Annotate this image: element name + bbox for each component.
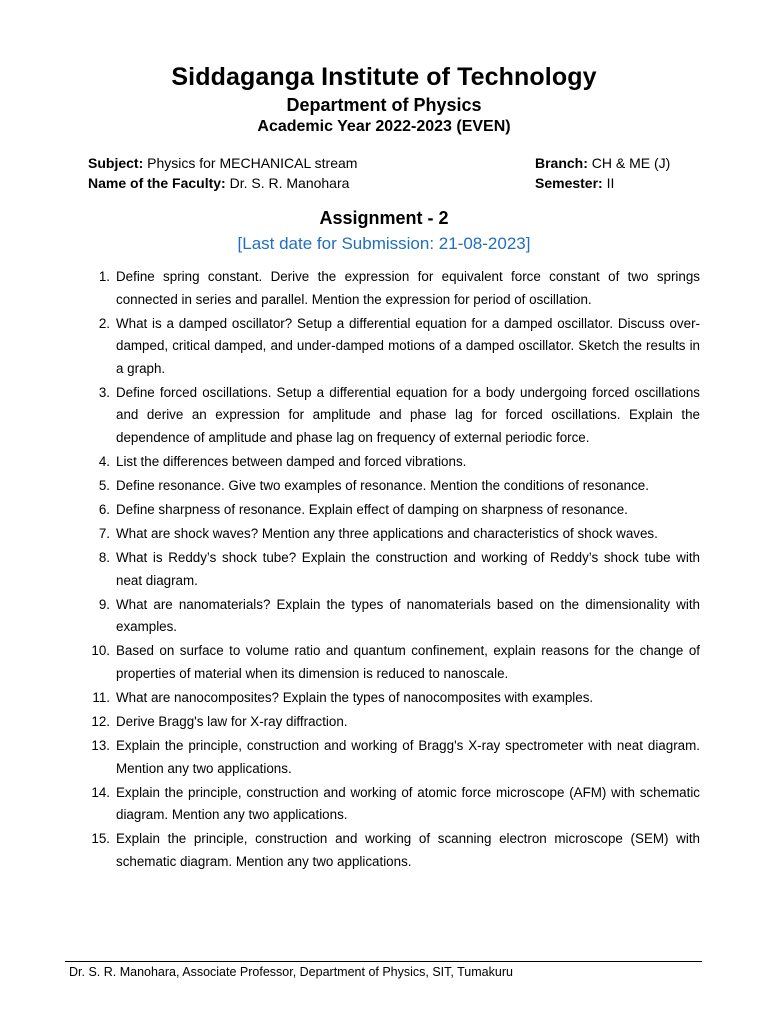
question-text: List the differences between damped and forced vibrations.	[116, 453, 467, 469]
question-number: 12.	[91, 714, 110, 730]
question-text: What are shock waves? Mention any three applications and characteristics of shock waves.	[116, 526, 658, 542]
question-item	[80, 640, 700, 685]
department-title: Department of Physics	[286, 95, 482, 115]
question-text: What are nanocomposites? Explain the types of nanocomposites with examples.	[116, 689, 594, 705]
question-text: Derive Bragg's law for X-ray diffraction.	[116, 714, 348, 730]
question-item	[80, 711, 700, 734]
question-list	[80, 266, 700, 875]
question-text: What is Reddy’s shock tube? Explain the construction and working of Reddy’s shock tube with neat diagram.	[116, 550, 700, 588]
question-text: Define sharpness of resonance. Explain effect of damping on sharpness of resonance.	[116, 501, 628, 517]
question-number: 1.	[98, 269, 110, 284]
question-number: 13.	[91, 738, 110, 754]
submission-deadline: [Last date for Submission: 21-08-2023]	[237, 234, 531, 253]
question-number: 4.	[98, 453, 110, 469]
academic-year: Academic Year 2022-2023 (EVEN)	[257, 118, 511, 135]
question-text: What are nanomaterials? Explain the types of nanomaterials based on the dimensionality with examples.	[116, 596, 700, 635]
question-number: 6.	[98, 501, 110, 517]
faculty-value: Dr. S. R. Manohara	[225, 175, 350, 191]
question-item	[80, 382, 700, 450]
question-text: Explain the principle, construction and working of Bragg's X-ray spectrometer with neat diagram. Mention any two applications.	[116, 738, 700, 776]
question-item	[80, 499, 700, 522]
question-number: 3.	[98, 384, 110, 400]
question-item	[80, 523, 700, 546]
question-item	[80, 451, 700, 474]
question-item	[80, 594, 700, 639]
branch-value: CH & ME (J)	[587, 155, 671, 171]
question-item	[80, 687, 700, 710]
question-item	[80, 313, 700, 381]
question-number: 2.	[98, 315, 110, 331]
question-item	[80, 475, 700, 498]
branch-label: Branch:	[535, 155, 588, 171]
question-text: Explain the principle, construction and working of atomic force microscope (AFM) with schematic diagram. Mention any two applications.	[116, 784, 700, 823]
semester-label: Semester:	[535, 175, 603, 191]
semester-line	[535, 173, 614, 193]
branch-line	[535, 153, 670, 173]
faculty-label: Name of the Faculty:	[88, 175, 226, 191]
question-number: 15.	[91, 831, 110, 847]
question-item	[80, 782, 700, 827]
question-text: Define forced oscillations. Setup a differential equation for a body undergoing forced oscillations and derive an expression for amplitude and phase lag for forced oscillations. Explain the dependence of amplitude and phase lag on frequency of external periodic force.	[116, 384, 700, 445]
assignment-title: Assignment - 2	[319, 208, 449, 228]
question-number: 14.	[91, 784, 110, 800]
footer-divider	[65, 961, 702, 962]
question-item	[80, 547, 700, 592]
question-text: Based on surface to volume ratio and quantum confinement, explain reasons for the change of properties of material when its dimension is reduced to nanoscale.	[116, 643, 700, 681]
semester-value: II	[602, 175, 615, 191]
faculty-line	[88, 173, 349, 193]
question-number: 11.	[92, 689, 110, 705]
question-item	[80, 266, 700, 311]
question-text: What is a damped oscillator? Setup a differential equation for a damped oscillator. Discuss over-damped, critical damped, and under-damped motions of a damped oscillator. Sketch the results in a graph.	[116, 315, 700, 376]
question-text: Define spring constant. Derive the expression for equivalent force constant of two springs connected in series and parallel. Mention the expression for period of oscillation.	[116, 269, 700, 307]
footer-text: Dr. S. R. Manohara, Associate Professor, Department of Physics, SIT, Tumakuru	[69, 965, 513, 979]
question-text: Define resonance. Give two examples of resonance. Mention the conditions of resonance.	[116, 477, 649, 493]
question-item	[80, 828, 700, 873]
question-item	[80, 735, 700, 780]
question-number: 10.	[91, 643, 110, 659]
subject-line	[88, 153, 357, 173]
question-number: 7.	[98, 526, 110, 542]
institute-title: Siddaganga Institute of Technology	[171, 63, 597, 91]
question-number: 5.	[98, 477, 110, 493]
subject-value: Physics for MECHANICAL stream	[143, 155, 358, 171]
question-number: 9.	[98, 596, 110, 612]
question-text: Explain the principle, construction and working of scanning electron microscope (SEM) with schematic diagram. Mention any two applications.	[116, 831, 700, 869]
subject-label: Subject:	[88, 155, 144, 171]
question-number: 8.	[98, 550, 110, 566]
